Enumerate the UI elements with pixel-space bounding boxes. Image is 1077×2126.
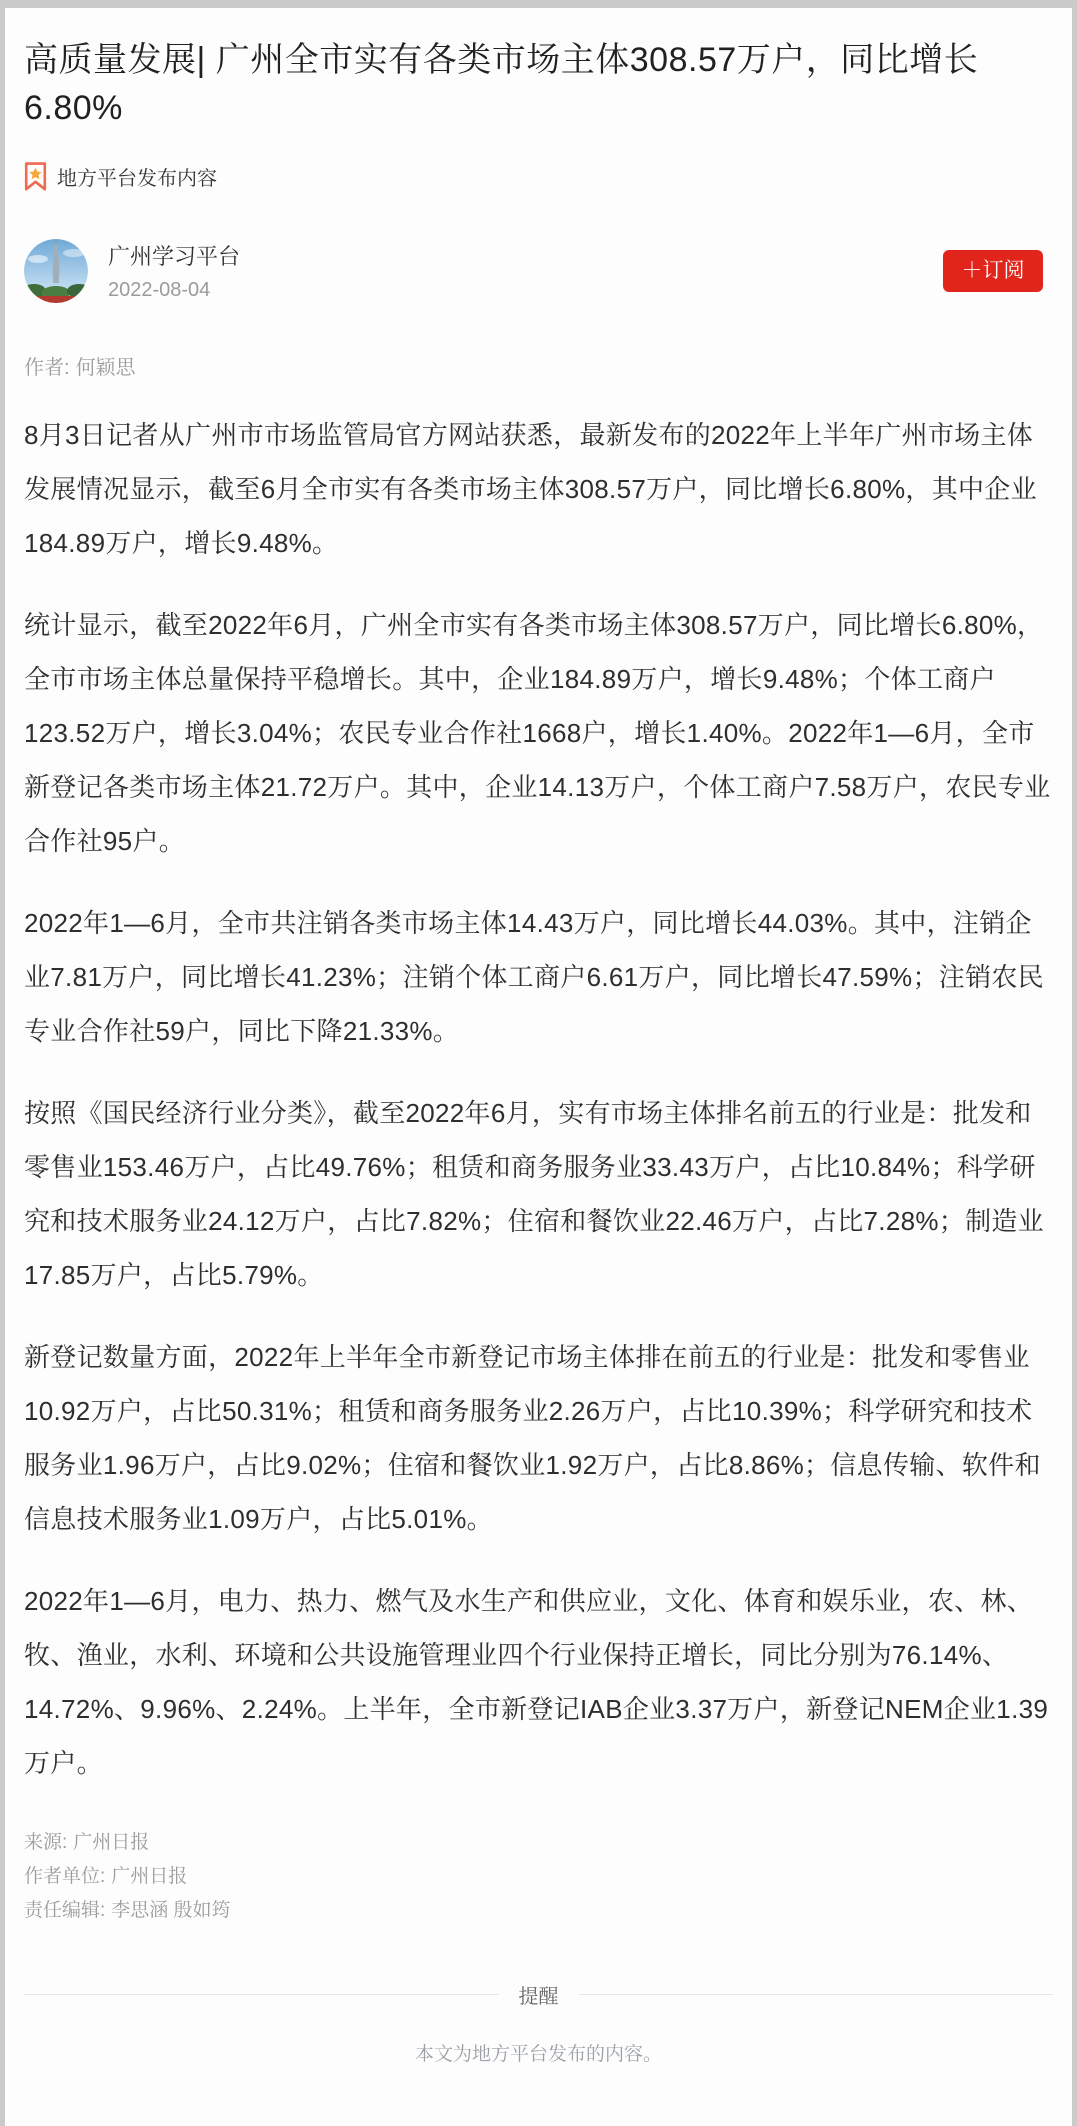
subscribe-button[interactable]: ＋订阅 [943,250,1043,292]
page-title: 高质量发展| 广州全市实有各类市场主体308.57万户，同比增长6.80% [24,41,979,127]
meta-editor [24,1894,1053,1928]
article-meta [24,1826,1053,1928]
article-page [5,8,1072,2126]
reminder-title: 提醒 [518,1986,559,2008]
reminder-section [24,1980,1053,2066]
platform-badge [24,162,1053,191]
article-paragraph: 8月3日记者从广州市市场监管局官方网站获悉，最新发布的2022年上半年广州市场主体发展情况显示，截至6月全市实有各类市场主体308.57万户，同比增长6.80%，其中企业184.89万户，增长9.48%。 [24,420,1037,558]
author-label: 作者: [24,357,70,379]
bookmark-star-icon [24,162,47,191]
meta-author-unit [24,1860,1053,1894]
article-paragraph: 2022年1—6月，电力、热力、燃气及水生产和供应业，文化、体育和娱乐业，农、林、牧、渔业，水利、环境和公共设施管理业四个行业保持正增长，同比分别为76.14%、14.72%、9.96%、2.24%。上半年，全市新登记IAB企业3.37万户，新登记NEM企业1.39万户。 [24,1586,1049,1778]
divider-line [579,1994,1054,1995]
divider-line [24,1994,499,1995]
article-paragraph: 2022年1—6月，全市共注销各类市场主体14.43万户，同比增长44.03%。其中，注销企业7.81万户，同比增长41.23%；注销个体工商户6.61万户，同比增长47.59%；注销农民专业合作社59户，同比下降21.33%。 [24,908,1044,1046]
meta-editor-value: 李思涵 殷如筠 [111,1900,231,1921]
badge-label: 地方平台发布内容 [57,168,217,190]
meta-source-label: 来源: [24,1832,68,1853]
article-paragraph: 统计显示，截至2022年6月，广州全市实有各类市场主体308.57万户，同比增长6.80%，全市市场主体总量保持平稳增长。其中，企业184.89万户，增长9.48%；个体工商户123.52万户，增长3.04%；农民专业合作社1668户，增长1.40%。2022年1—6月，全市新登记各类市场主体21.72万户。其中，企业14.13万户，个体工商户7.58万户，农民专业合作社95户。 [24,610,1051,856]
publish-date: 2022-08-04 [108,279,211,301]
article-paragraph: 按照《国民经济行业分类》，截至2022年6月，实有市场主体排名前五的行业是：批发和零售业153.46万户，占比49.76%；租赁和商务服务业33.43万户，占比10.84%；科学研究和技术服务业24.12万户，占比7.82%；住宿和餐饮业22.46万户，占比7.28%；制造业17.85万户，占比5.79%。 [24,1098,1044,1290]
author-line [24,351,1053,380]
meta-author-unit-label: 作者单位: [24,1866,106,1887]
author-value: 何颖思 [75,357,136,379]
publisher-row [24,239,1053,303]
meta-author-unit-value: 广州日报 [111,1866,188,1887]
publisher-name[interactable]: 广州学习平台 [108,244,241,269]
meta-editor-label: 责任编辑: [24,1900,106,1921]
meta-source [24,1826,1053,1860]
article-body [24,408,1053,1790]
reminder-content: 本文为地方平台发布的内容。 [414,2044,662,2065]
reminder-divider [24,1980,1053,2009]
meta-source-value: 广州日报 [73,1832,150,1853]
article-paragraph: 新登记数量方面，2022年上半年全市新登记市场主体排在前五的行业是：批发和零售业10.92万户，占比50.31%；租赁和商务服务业2.26万户，占比10.39%；科学研究和技术服务业1.96万户，占比9.02%；住宿和餐饮业1.92万户，占比8.86%；信息传输、软件和信息技术服务业1.09万户，占比5.01%。 [24,1342,1041,1534]
publisher-info [108,240,240,302]
publisher-avatar[interactable] [24,239,88,303]
